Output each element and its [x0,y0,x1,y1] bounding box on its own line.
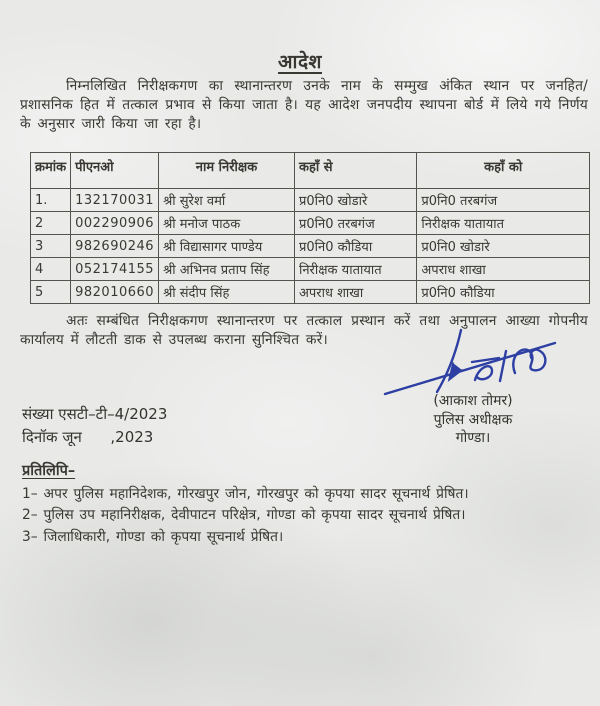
cell-serial: 5 [31,281,71,304]
table-row [31,258,590,281]
cell-name: श्री मनोज पाठक [159,212,295,235]
table-row [31,235,590,258]
cell-name: श्री अभिनव प्रताप सिंह [159,258,295,281]
table-row [31,189,590,212]
distribution-heading: प्रतिलिपि– [22,463,76,479]
cell-serial: 4 [31,258,71,281]
list-item: 2– पुलिस उप महानिरीक्षक, देवीपाटन परिक्षेत्र, गोण्डा को कृपया सादर सूचनार्थ प्रेषित। [22,507,466,524]
cell-pno: 982690246 [71,235,159,258]
cell-to: प्र0नि0 तरबगंज [417,189,590,212]
distribution-list [22,461,590,548]
signatory-name: (आकाश तोमर) [433,393,513,409]
cell-from: प्र0नि0 तरबगंज [294,212,416,235]
cell-name: श्री विद्यासागर पाण्डेय [159,235,295,258]
compliance-paragraph: अतः सम्बंधित निरीक्षकगण स्थानान्तरण पर तत्काल प्रस्थान करें तथा अनुपालन आख्या गोपनीय कार्यालय में लौटती डाक से उपलब्ध कराना सुनिश्चित करें। [20,313,588,349]
reference-block [22,403,167,449]
table-row [31,281,590,304]
list-item: 1– अपर पुलिस महानिदेशक, गोरखपुर जोन, गोरखपुर को कृपया सादर सूचनार्थ प्रेषित। [22,485,469,502]
col-header-pno: पीएनओ [71,153,159,189]
cell-to: अपराध शाखा [417,258,590,281]
col-header-from: कहाँ से [294,153,416,189]
cell-name: श्री सुरेश वर्मा [159,189,295,212]
signature-ink-icon [373,328,573,398]
reference-number: संख्या एसटी–टी–4/2023 [22,405,168,423]
col-header-to: कहाँ को [417,153,590,189]
list-item: 3– जिलाधिकारी, गोण्डा को कृपया सूचनार्थ प्रेषित। [22,528,284,545]
cell-to: निरीक्षक यातायात [417,212,590,235]
cell-from: निरीक्षक यातायात [294,258,416,281]
cell-from: प्र0नि0 खोडारे [294,189,416,212]
col-header-serial: क्रमांक [31,153,71,189]
page-title: आदेश [278,51,322,73]
cell-from: प्र0नि0 कौडिया [294,235,416,258]
signatory-place: गोण्डा। [455,430,491,446]
cell-serial: 1. [31,189,71,212]
cell-to: प्र0नि0 खोडारे [417,235,590,258]
order-paragraph: निम्नलिखित निरीक्षकगण का स्थानान्तरण उनके नाम के सम्मुख अंकित स्थान पर जनहित/प्रशासनिक हित में तत्काल प्रभाव से किया जाता है। यह आदेश जनपदीय स्थापना बोर्ड में लिये गये निर्णय के अनुसार जारी किया जा रहा है। [20,78,588,133]
table-header-row [31,153,590,189]
signatory-designation: पुलिस अधीक्षक [433,411,513,428]
cell-to: प्र0नि0 कौडिया [417,281,590,304]
cell-pno: 982010660 [71,281,159,304]
cell-name: श्री संदीप सिंह [159,281,295,304]
cell-serial: 3 [31,235,71,258]
cell-pno: 002290906 [71,212,159,235]
table-row [31,212,590,235]
date-line: दिनॉक जून ,2023 [22,428,154,446]
cell-from: अपराध शाखा [294,281,416,304]
cell-serial: 2 [31,212,71,235]
col-header-name: नाम निरीक्षक [159,153,295,189]
cell-pno: 132170031 [71,189,159,212]
cell-pno: 052174155 [71,258,159,281]
signature-block [368,328,578,448]
transfer-table [30,152,590,304]
